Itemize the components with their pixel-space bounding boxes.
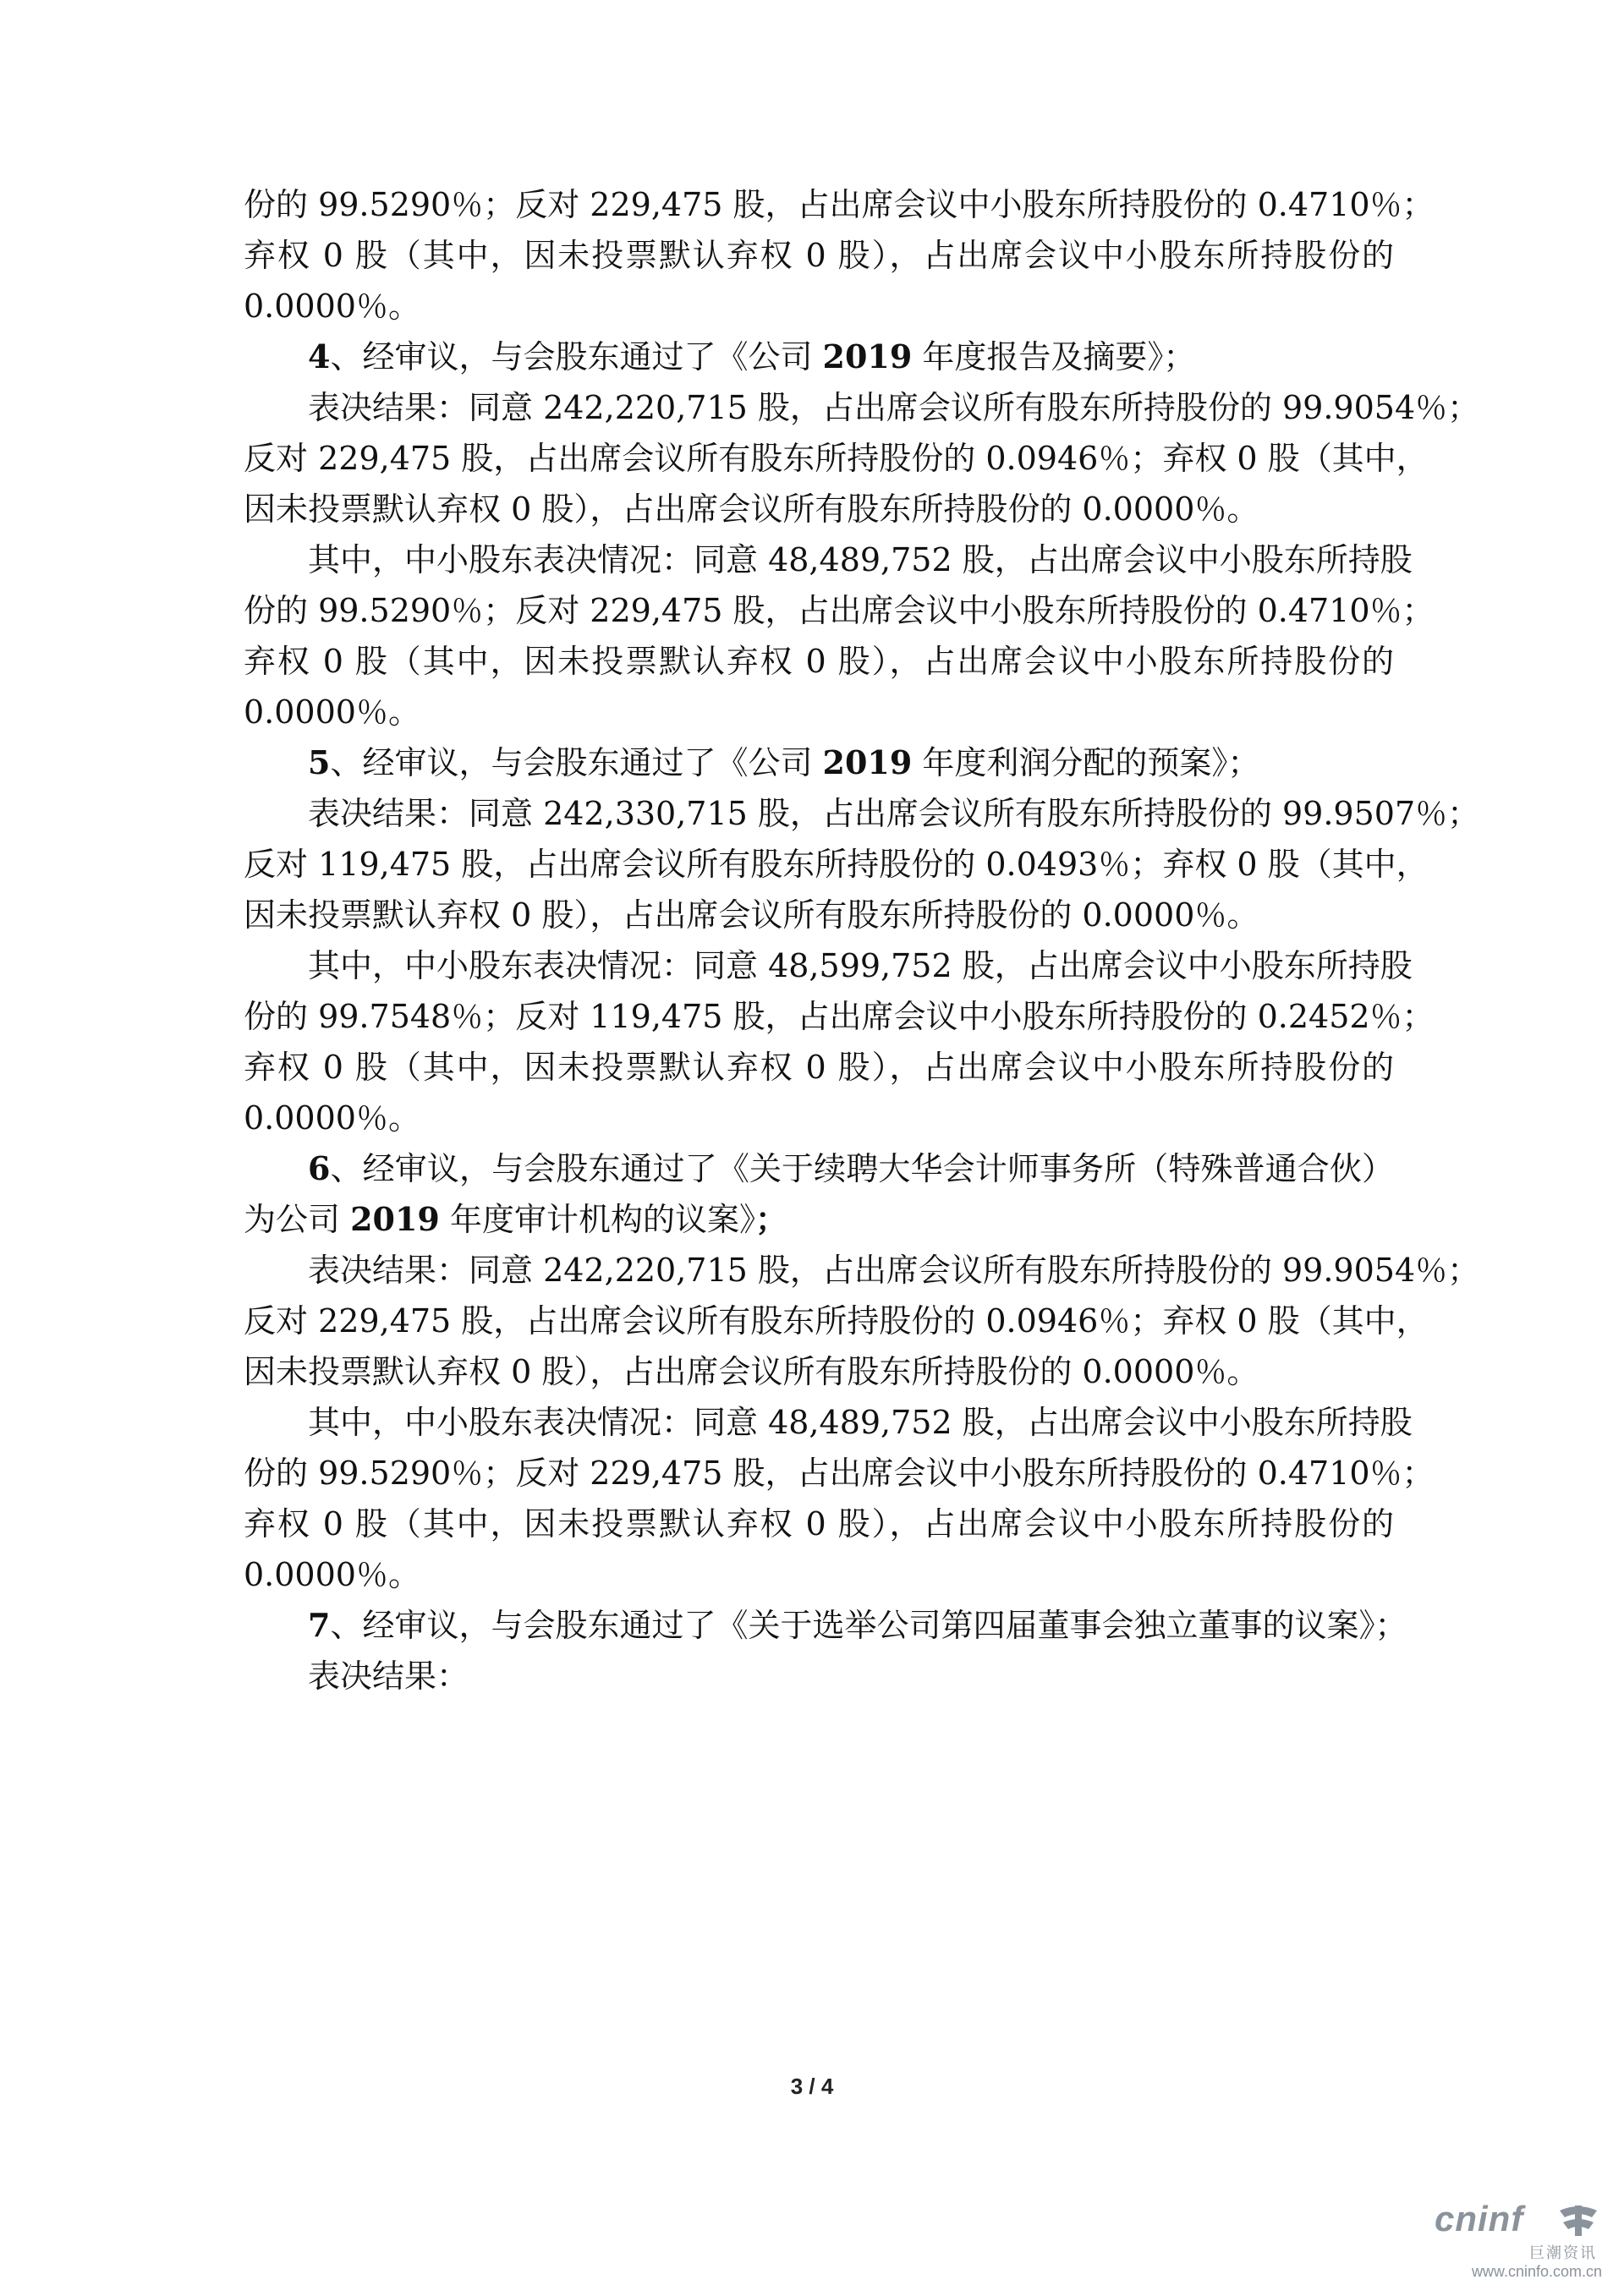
text-line: 因未投票默认弃权 0 股），占出席会议所有股东所持股份的 0.0000％。 (244, 1353, 1259, 1390)
text-line: 其中，中小股东表决情况：同意 48,489,752 股，占出席会议中小股东所持股 (308, 541, 1413, 578)
item-text: 为公司 (244, 1201, 351, 1238)
item-number: 4 (308, 337, 331, 375)
item-text: 、经审议，与会股东通过了《关于续聘大华会计师事务所（特殊普通合伙） (330, 1150, 1394, 1187)
item-number: 5 (308, 743, 331, 781)
item-year: 2019 (822, 743, 913, 781)
item-semicolon: ； (754, 1200, 787, 1238)
text-line: 份的 99.5290％；反对 229,475 股，占出席会议中小股东所持股份的 0.4710％； (244, 1455, 1435, 1492)
text-line: 反对 119,475 股，占出席会议所有股东所持股份的 0.0493％；弃权 0 股（其中， (244, 846, 1429, 883)
item-6-heading-cont (244, 1194, 1394, 1245)
brand-chinese: 巨潮资讯 (1529, 2244, 1597, 2262)
text-line: 0.0000％。 (244, 1099, 420, 1137)
text-line: 反对 229,475 股，占出席会议所有股东所持股份的 0.0946％；弃权 0 股（其中， (244, 1302, 1429, 1340)
text-line: 因未投票默认弃权 0 股），占出席会议所有股东所持股份的 0.0000％。 (244, 896, 1259, 934)
item-text: 年度报告及摘要》； (912, 338, 1196, 375)
page-number: 3 / 4 (790, 2074, 834, 2099)
text-line: 份的 99.7548％；反对 119,475 股，占出席会议中小股东所持股份的 0.2452％； (244, 998, 1435, 1035)
text-line: 0.0000％。 (244, 693, 420, 731)
text-line: 反对 229,475 股，占出席会议所有股东所持股份的 0.0946％；弃权 0 股（其中， (244, 440, 1429, 477)
item-5-heading (244, 737, 1394, 788)
text-line: 其中，中小股东表决情况：同意 48,489,752 股，占出席会议中小股东所持股 (308, 1404, 1413, 1441)
text-line: 表决结果：同意 242,220,715 股，占出席会议所有股东所持股份的 99.9054％； (308, 389, 1480, 426)
item-7-heading (244, 1600, 1407, 1651)
item-number: 6 (308, 1149, 331, 1187)
item-year: 2019 (350, 1200, 440, 1238)
text-line: 弃权 0 股（其中，因未投票默认弃权 0 股），占出席会议中小股东所持股份的 (244, 1049, 1394, 1086)
item-text: 、经审议，与会股东通过了《公司 (330, 744, 823, 781)
text-line: 表决结果：同意 242,220,715 股，占出席会议所有股东所持股份的 99.9054％； (308, 1252, 1480, 1289)
text-line: 弃权 0 股（其中，因未投票默认弃权 0 股），占出席会议中小股东所持股份的 (244, 1505, 1394, 1543)
item-text: 、经审议，与会股东通过了《公司 (330, 338, 823, 375)
text-line: 0.0000％。 (244, 1556, 420, 1593)
item-number: 7 (308, 1606, 331, 1644)
text-line: 份的 99.5290％；反对 229,475 股，占出席会议中小股东所持股份的 0.4710％； (244, 592, 1435, 629)
text-line: 因未投票默认弃权 0 股），占出席会议所有股东所持股份的 0.0000％。 (244, 490, 1259, 528)
text-line: 弃权 0 股（其中，因未投票默认弃权 0 股），占出席会议中小股东所持股份的 (244, 643, 1394, 680)
document-body (244, 179, 1480, 1701)
item-year: 2019 (822, 337, 913, 375)
item-6-heading (244, 1143, 1394, 1194)
text-line: 弃权 0 股（其中，因未投票默认弃权 0 股），占出席会议中小股东所持股份的 (244, 237, 1394, 274)
cninfo-watermark (1428, 2197, 1605, 2290)
cninfo-logo-icon (1555, 2202, 1602, 2239)
item-text: 年度审计机构的议案》 (439, 1201, 755, 1238)
item-text: 、经审议，与会股东通过了《关于选举公司第四届董事会独立董事的议案》； (330, 1607, 1407, 1644)
text-line: 0.0000％。 (244, 288, 420, 325)
brand-url: www.cninfo.com.cn (1471, 2263, 1602, 2280)
brand-wordmark: cninf (1435, 2199, 1524, 2238)
text-line: 份的 99.5290％；反对 229,475 股，占出席会议中小股东所持股份的 0.4710％； (244, 186, 1435, 223)
item-4-heading (244, 332, 1394, 382)
item-text: 年度利润分配的预案》； (912, 744, 1260, 781)
text-line: 表决结果： (308, 1658, 469, 1695)
text-line: 表决结果：同意 242,330,715 股，占出席会议所有股东所持股份的 99.9507％； (308, 795, 1480, 832)
text-line: 其中，中小股东表决情况：同意 48,599,752 股，占出席会议中小股东所持股 (308, 947, 1413, 984)
